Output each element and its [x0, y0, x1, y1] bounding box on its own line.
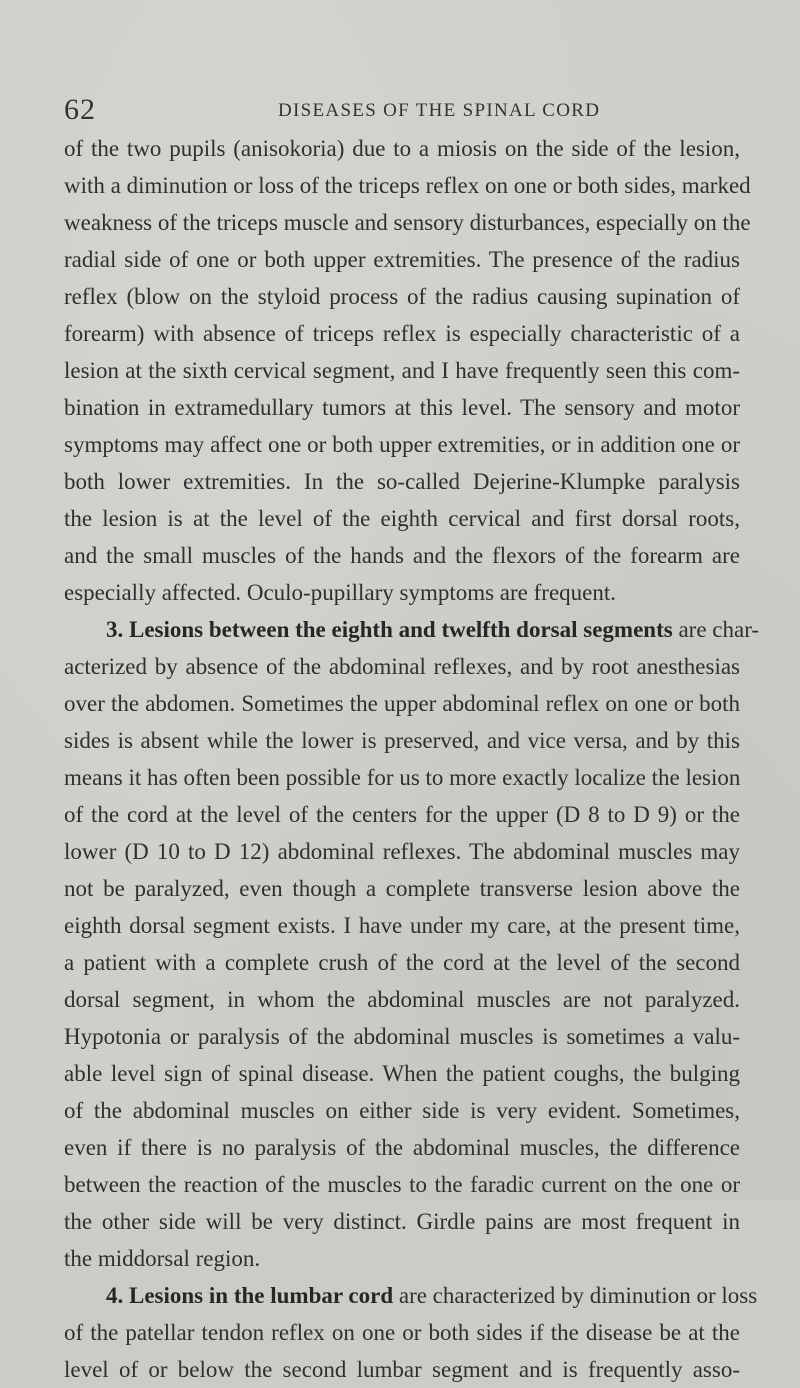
section-4-first-line: [64, 1277, 758, 1314]
text-line: eighth dorsal segment exists. I have under my care, at the present time,: [64, 913, 740, 938]
text-line: dorsal segment, in whom the abdominal muscles are not paralyzed.: [64, 987, 740, 1012]
text-line: especially affected. Oculo-pupillary symptoms are frequent.: [64, 580, 617, 605]
text-line: of the patellar tendon reflex on one or both sides if the disease be at the: [64, 1320, 740, 1345]
text-line: acterized by absence of the abdominal reflexes, and by root anesthesias: [64, 654, 740, 679]
text-line: over the abdomen. Sometimes the upper abdominal reflex on one or both: [64, 691, 740, 716]
text-line: level of or below the second lumbar segment and is frequently asso-: [64, 1357, 740, 1382]
text-line: weakness of the triceps muscle and sensory disturbances, especially on the: [64, 210, 751, 235]
running-title: DISEASES OF THE SPINAL CORD: [278, 100, 601, 121]
text-line: of the abdominal muscles on either side is very evident. Sometimes,: [64, 1098, 740, 1123]
text-line: with a diminution or loss of the triceps reflex on one or both sides, marked: [64, 173, 751, 198]
text-line: not be paralyzed, even though a complete transverse lesion above the: [64, 876, 740, 901]
running-head: [64, 90, 740, 130]
page-number: 62: [64, 93, 96, 126]
text-line: the lesion is at the level of the eighth cervical and first dorsal roots,: [64, 506, 740, 531]
text-line: reflex (blow on the styloid process of the radius causing supination of: [64, 284, 740, 309]
text-line: sides is absent while the lower is preserved, and vice versa, and by this: [64, 728, 740, 753]
section-3-heading-continuation: are char-: [672, 617, 760, 642]
section-4-heading: 4. Lesions in the lumbar cord: [106, 1283, 394, 1308]
text-line: between the reaction of the muscles to the faradic current on the one or: [64, 1172, 740, 1197]
section-3-first-line: [64, 611, 760, 648]
text-line: lesion at the sixth cervical segment, and I have frequently seen this com-: [64, 358, 740, 383]
text-line: of the two pupils (anisokoria) due to a miosis on the side of the lesion,: [64, 136, 740, 161]
text-line: lower (D 10 to D 12) abdominal reflexes. The abdominal muscles may: [64, 839, 740, 864]
text-line: both lower extremities. In the so-called Dejerine-Klumpke paralysis: [64, 469, 740, 494]
section-4-heading-continuation: are characterized by diminution or loss: [393, 1283, 758, 1308]
text-line: and the small muscles of the hands and the flexors of the forearm are: [64, 543, 740, 568]
text-line: able level sign of spinal disease. When the patient coughs, the bulging: [64, 1061, 740, 1086]
text-line: the other side will be very distinct. Girdle pains are most frequent in: [64, 1209, 740, 1234]
text-line: symptoms may affect one or both upper extremities, or in addition one or: [64, 432, 740, 457]
section-3-heading: 3. Lesions between the eighth and twelfth dorsal segments: [106, 617, 673, 642]
text-line: forearm) with absence of triceps reflex is especially characteristic of a: [64, 321, 740, 346]
text-line: even if there is no paralysis of the abdominal muscles, the difference: [64, 1135, 740, 1160]
text-line: of the cord at the level of the centers for the upper (D 8 to D 9) or the: [64, 802, 740, 827]
text-line: the middorsal region.: [64, 1246, 261, 1271]
text-line: means it has often been possible for us to more exactly localize the lesion: [64, 765, 741, 790]
text-line: a patient with a complete crush of the cord at the level of the second: [64, 950, 740, 975]
text-line: radial side of one or both upper extremities. The presence of the radius: [64, 247, 740, 272]
text-line: bination in extramedullary tumors at this level. The sensory and motor: [64, 395, 740, 420]
text-line: Hypotonia or paralysis of the abdominal muscles is sometimes a valu-: [64, 1024, 740, 1049]
body-text: [64, 130, 760, 1388]
